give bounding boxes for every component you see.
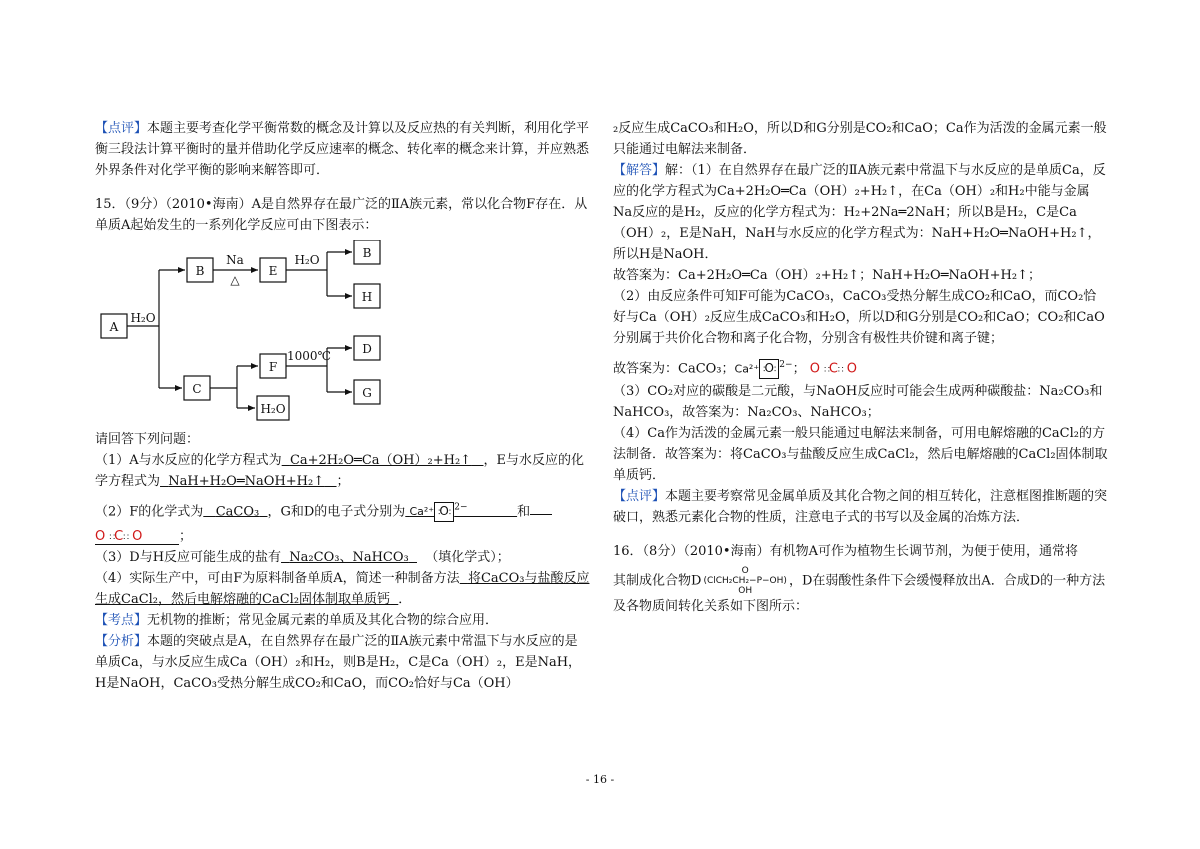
q3: （3）D与H反应可能生成的盐有 Na₂CO₃、NaHCO₃ （填化学式）； bbox=[95, 550, 510, 566]
flow-label-b2: B bbox=[362, 246, 372, 260]
cao-electron-bracket: ∶O∶ bbox=[759, 359, 779, 379]
q1-answer-a: Ca+2H₂O═Ca（OH）₂+H₂↑ bbox=[289, 453, 472, 468]
flow-label-e: E bbox=[268, 264, 278, 278]
please-answer: 请回答下列问题： bbox=[95, 432, 200, 447]
left-column bbox=[95, 118, 590, 694]
comment-tag: 【点评】 bbox=[95, 121, 148, 136]
question-15-stem: 15．（9分）（2010•海南）A是自然界存在最广泛的ⅡA族元素，常以化合物F存在．从单质A起始发生的一系列化学反应可由下图表示： bbox=[95, 197, 588, 233]
flow-label-d: D bbox=[362, 342, 372, 356]
flow-arrow-h2o-e: H₂O bbox=[294, 253, 320, 267]
reaction-flow-diagram bbox=[97, 240, 397, 425]
flow-label-h2o-box: H₂O bbox=[260, 402, 286, 416]
flow-label-a: A bbox=[109, 320, 119, 334]
question-16-compound: 其制成化合物DO (ClCH₂CH₂−P−OH) OH，D在弱酸性条件下会缓慢释放出A．合成D的一种方法及各物质间转化关系如下图所示： bbox=[613, 566, 1106, 615]
q1: （1）A与水反应的化学方程式为 Ca+2H₂O═Ca（OH）₂+H₂↑ ，E与水反应的化学方程式为 NaH+H₂O═NaOH+H₂↑ ； bbox=[95, 453, 584, 489]
q2-answer-f: CaCO₃ bbox=[215, 504, 260, 520]
flow-arrow-temp: 1000℃ bbox=[287, 349, 331, 363]
flow-label-g: G bbox=[362, 386, 372, 400]
q2-answer-g: Ca²⁺ ∶O∶ $^{2-}$ bbox=[405, 504, 517, 519]
dianping-paragraph: 【点评】本题主要考察常见金属单质及其化合物之间的相互转化，注意框图推断题的突破口，熟悉元素化合物的性质，注意电子式的书写以及金属的冶炼方法． bbox=[613, 489, 1108, 526]
flow-label-b: B bbox=[195, 264, 205, 278]
flow-arrow-delta: △ bbox=[230, 273, 240, 287]
jieda-paragraph: 【解答】解：（1）在自然界存在最广泛的ⅡA族元素中常温下与水反应的是单质Ca，反应的化学方程式为Ca+2H₂O═Ca（OH）₂+H₂↑，在Ca（OH）₂和H₂中能与金属Na反应的是H₂，反应的化学方程式为：H₂+2Na═2NaH；所以B是H₂，C是Ca（OH）₂，E是NaH，NaH与水反应的化学方程式为：NaH+H₂O═NaOH+H₂↑，所以H是NaOH． bbox=[613, 163, 1106, 262]
flow-arrow-na: Na bbox=[226, 253, 244, 267]
compound-d-structure: O (ClCH₂CH₂−P−OH) OH bbox=[703, 566, 787, 597]
q3-answer: Na₂CO₃、NaHCO₃ bbox=[289, 550, 409, 566]
right-column bbox=[613, 118, 1108, 617]
flow-label-h: H bbox=[361, 290, 373, 304]
jieda-3: （3）CO₂对应的碳酸是二元酸，与NaOH反应时可能会生成两种碳酸盐：Na₂CO₃和NaHCO₃，故答案为：Na₂CO₃、NaHCO₃； bbox=[613, 384, 1103, 421]
kaodian-paragraph: 【考点】无机物的推断；常见金属元素的单质及其化合物的综合应用． bbox=[95, 613, 499, 629]
fenxi-paragraph: 【分析】本题的突破点是A，在自然界存在最广泛的ⅡA族元素中常温下与水反应的是单质Ca，与水反应生成Ca（OH）₂和H₂，则B是H₂，C是Ca（OH）₂，E是NaH，H是NaOH，CaCO₃受热分解生成CO₂和CaO，而CO₂恰好与Ca（OH） bbox=[95, 634, 582, 692]
q2: （2）F的化学式为 CaCO₃ ，G和D的电子式分别为 Ca²⁺ ∶O∶ $^{2-}$ 和 bbox=[95, 498, 590, 522]
q4-answer: 将CaCO₃与盐酸反应生成CaCl₂，然后电解熔融的CaCl₂固体制取单质钙 bbox=[95, 571, 590, 608]
page-number: - 16 - bbox=[585, 773, 615, 786]
flow-label-c: C bbox=[192, 382, 202, 396]
jieda-2: （2）由反应条件可知F可能为CaCO₃，CaCO₃受热分解生成CO₂和CaO，而CO₂恰好与Ca（OH）₂反应生成CaCO₃和H₂O，所以D和G分别是CO₂和CaO；CO₂和CaO分别属于共价化合物和离子化合物，分别含有极性共价键和离子键； bbox=[613, 289, 1105, 346]
q2-co2-line: O ∷C∷ O ； bbox=[95, 526, 590, 547]
comment-text: 本题主要考查化学平衡常数的概念及计算以及反应热的有关判断，利用化学平衡三段法计算平衡时的量并借助化学反应速率的概念、转化率的概念来计算，并应熟悉外界条件对化学平衡的影响来解答即可． bbox=[95, 121, 590, 178]
answer-1: 故答案为：Ca+2H₂O═Ca（OH）₂+H₂↑；NaH+H₂O═NaOH+H₂↑； bbox=[613, 268, 1041, 283]
q1-answer-b: NaH+H₂O═NaOH+H₂↑ bbox=[168, 474, 325, 489]
co2-electron-formula: O ∷C∷ O bbox=[95, 526, 179, 545]
question-16-stem: 16．（8分）（2010•海南）有机物A可作为植物生长调节剂，为便于使用，通常将 bbox=[613, 544, 1078, 560]
analysis-continued: ₂反应生成CaCO₃和H₂O，所以D和G分别是CO₂和CaO；Ca作为活泼的金属元素一般只能通过电解法来制备． bbox=[613, 121, 1107, 157]
flow-label-f: F bbox=[268, 360, 278, 374]
flow-arrow-h2o-a: H₂O bbox=[130, 311, 156, 325]
answer-2: 故答案为：CaCO₃；Ca²⁺ ∶O∶ $^{2-}$； O ∷C∷ O bbox=[613, 355, 1108, 381]
comment-paragraph bbox=[95, 118, 590, 181]
q4: （4）实际生产中，可由F为原料制备单质A，简述一种制备方法 将CaCO₃与盐酸反应生成CaCl₂，然后电解熔融的CaCl₂固体制取单质钙 ． bbox=[95, 571, 590, 608]
jieda-4: （4）Ca作为活泼的金属元素一般只能通过电解法来制备，可用电解熔融的CaCl₂的方法制备．故答案为：将CaCO₃与盐酸反应生成CaCl₂，然后电解熔融的CaCl₂固体制取单质钙． bbox=[613, 426, 1108, 484]
g-electron-bracket: ∶O∶ bbox=[434, 502, 454, 522]
